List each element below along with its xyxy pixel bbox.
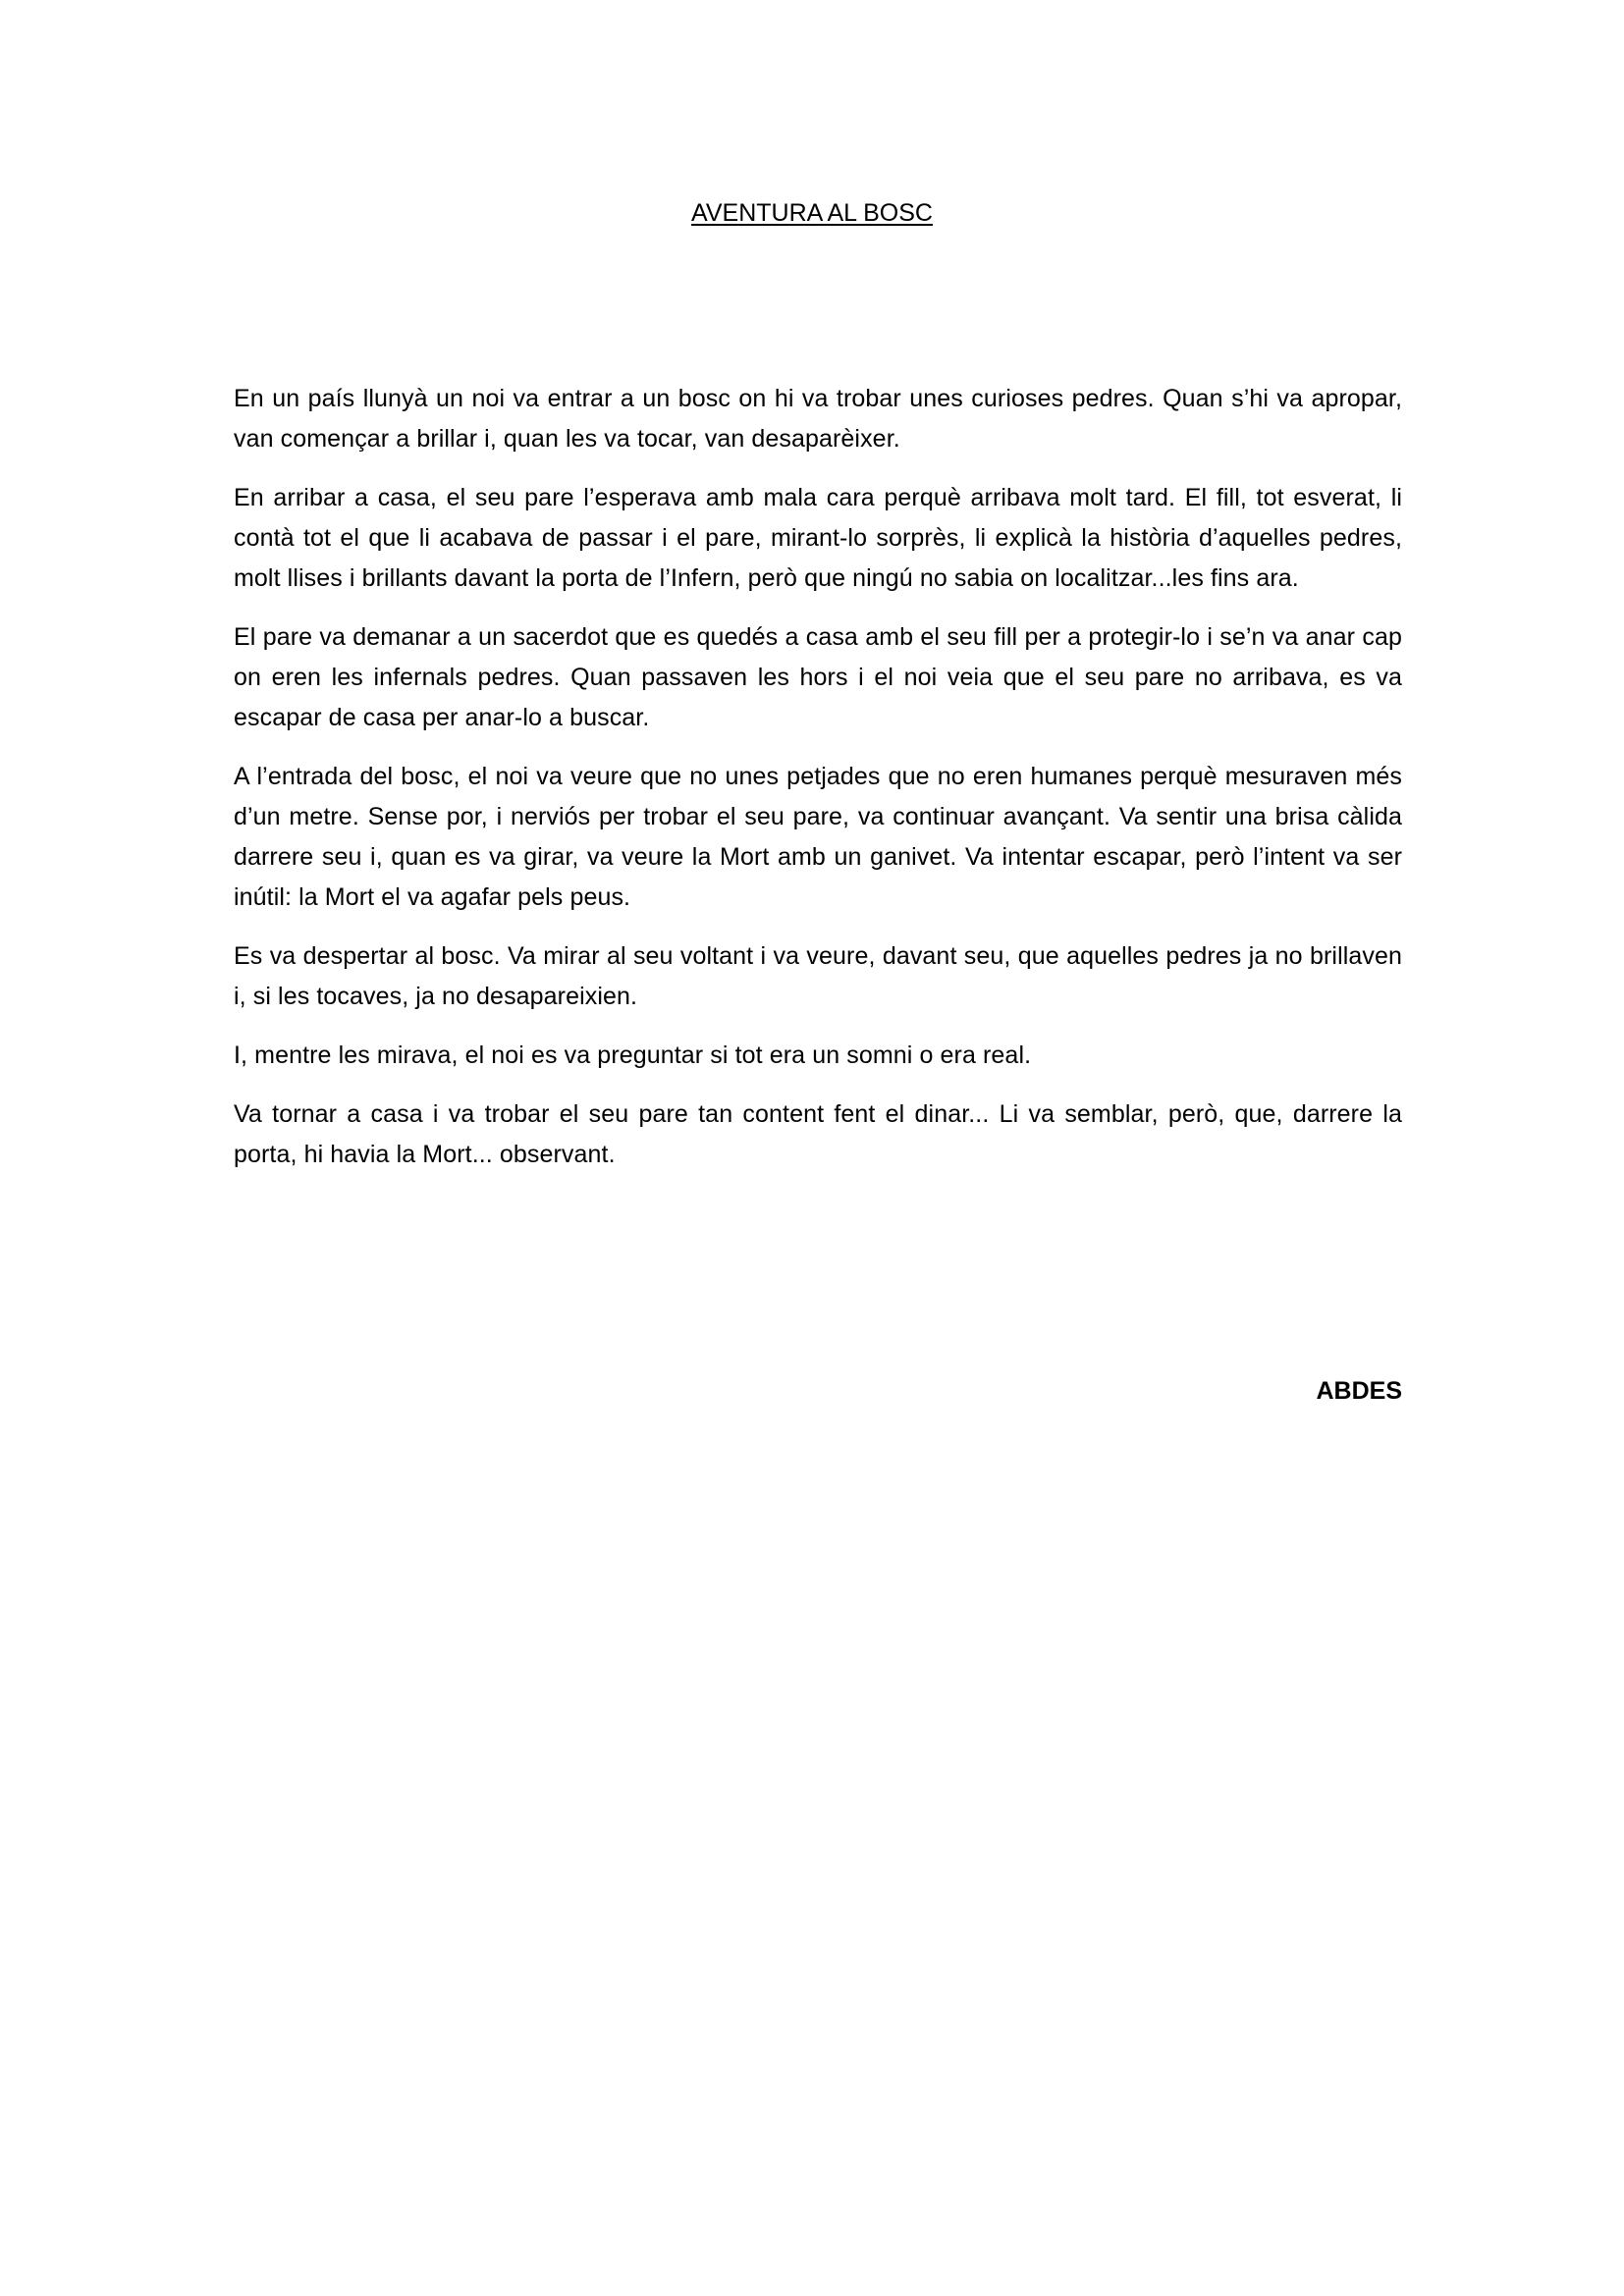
paragraph-5: Es va despertar al bosc. Va mirar al seu voltant i va veure, davant seu, que aquelles pedres ja no brillaven i, si les tocaves, ja no desapareixien. [234, 942, 1402, 1010]
paragraph-3: El pare va demanar a un sacerdot que es quedés a casa amb el seu fill per a protegir-lo i se’n va anar cap on eren les infernals pedres. Quan passaven les hors i el noi veia que el seu pare no arribava, es va escapar de casa per anar-lo a buscar. [234, 623, 1402, 731]
paragraph-1: En un país llunyà un noi va entrar a un bosc on hi va trobar unes curioses pedres. Quan s’hi va apropar, van començar a brillar i, quan les va tocar, van desaparèixer. [234, 385, 1402, 453]
paragraph-2: En arribar a casa, el seu pare l’esperava amb mala cara perquè arribava molt tard. El fill, tot esverat, li contà tot el que li acabava de passar i el pare, mirant-lo sorprès, li explicà la història d’aquelles pedres, molt llises i brillants davant la porta de l’Infern, però que ningú no sabia on localitzar...les fins ara. [234, 484, 1402, 592]
paragraph-6: I, mentre les mirava, el noi es va preguntar si tot era un somni o era real. [234, 1041, 1032, 1069]
paragraph-4: A l’entrada del bosc, el noi va veure que no unes petjades que no eren humanes perquè mesuraven més d’un metre. Sense por, i nerviós per trobar el seu pare, va continuar avançant. Va sentir una brisa càlida darrere seu i, quan es va girar, va veure la Mort amb un ganivet. Va intentar escapar, però l’intent va ser inútil: la Mort el va agafar pels peus. [234, 763, 1402, 911]
author-signature: ABDES [1316, 1377, 1402, 1405]
document-title: AVENTURA AL BOSC [691, 199, 933, 227]
paragraph-7: Va tornar a casa i va trobar el seu pare tan content fent el dinar... Li va semblar, però, que, darrere la porta, hi havia la Mort... observant. [234, 1100, 1402, 1168]
story-body [234, 379, 1402, 1194]
